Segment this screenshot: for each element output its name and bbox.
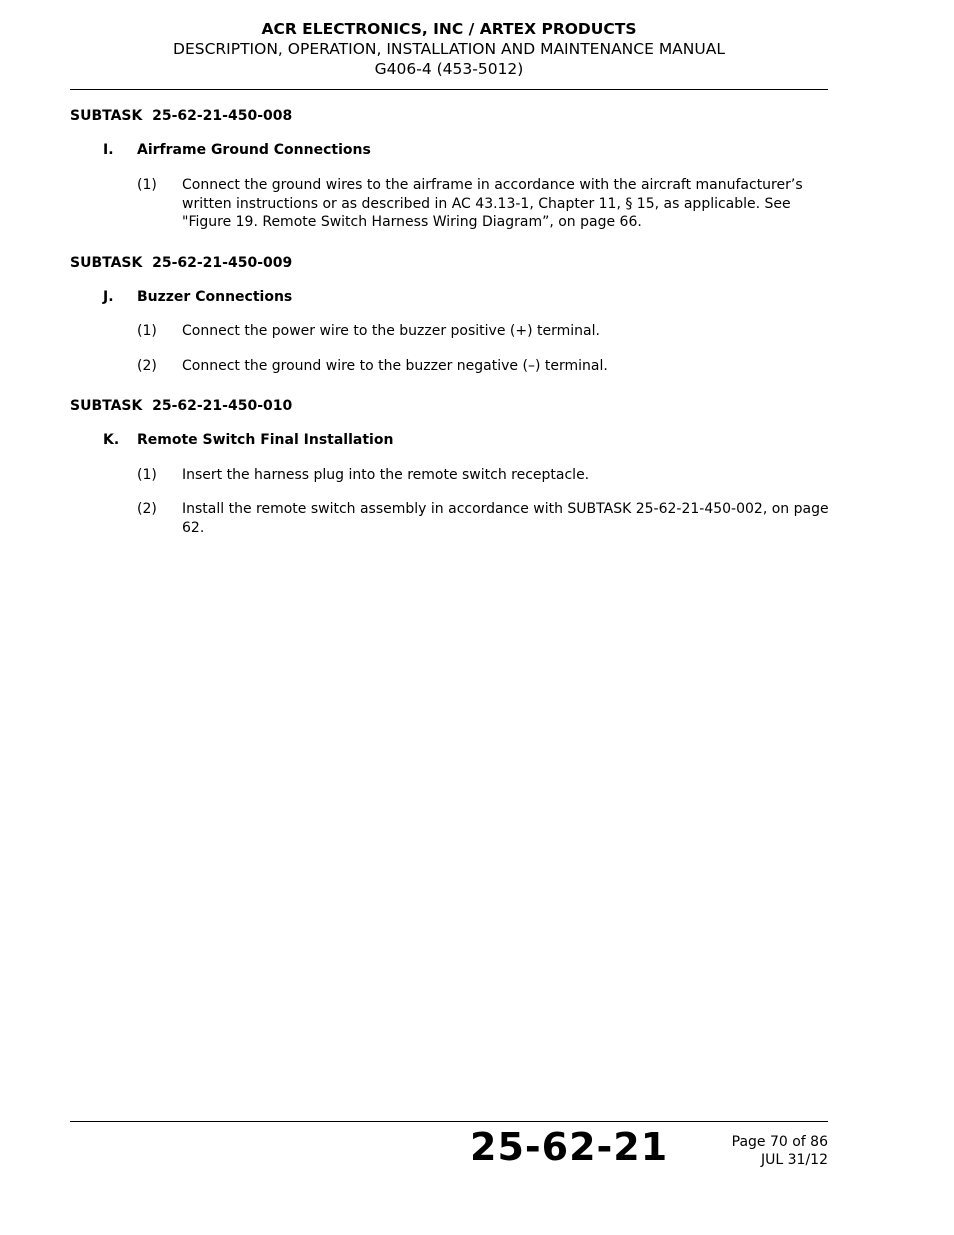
section-letter: K. (103, 432, 120, 448)
company-name: ACR ELECTRONICS, INC / ARTEX PRODUCTS (261, 20, 637, 38)
step-text: Connect the power wire to the buzzer positive (+) terminal. (182, 323, 600, 339)
step-number: (1) (137, 177, 157, 193)
manual-title: DESCRIPTION, OPERATION, INSTALLATION AND MAINTENANCE MANUAL (173, 40, 725, 58)
section-letter: J. (103, 289, 114, 305)
subtask-heading: SUBTASK 25-62-21-450-008 (70, 108, 293, 124)
step-text: Connect the ground wires to the airframe in accordance with the aircraft manufacturer’s written instructions or as described in AC 43.13-1, Chapter 11, § 15, as applicable. See "Figure 19. Remote Switch Harness Wiring Diagram”, on page 66. (182, 177, 803, 230)
subtask-heading: SUBTASK 25-62-21-450-009 (70, 255, 293, 271)
revision-date: JUL 31/12 (761, 1152, 828, 1168)
document-header (70, 19, 828, 79)
page-info (732, 1133, 828, 1169)
step-text: Connect the ground wire to the buzzer negative (–) terminal. (182, 358, 608, 374)
step-text: Insert the harness plug into the remote switch receptacle. (182, 467, 590, 483)
header-divider (70, 89, 828, 90)
footer-divider (70, 1121, 828, 1122)
step-number: (2) (137, 358, 157, 374)
step-number: (2) (137, 501, 157, 517)
section-title: Buzzer Connections (137, 289, 293, 305)
step-number: (1) (137, 467, 157, 483)
step-text: Install the remote switch assembly in accordance with SUBTASK 25-62-21-450-002, on page 62. (182, 501, 829, 536)
chapter-code: 25-62-21 (470, 1125, 669, 1169)
page-number: Page 70 of 86 (731, 1134, 828, 1150)
section-title: Airframe Ground Connections (137, 142, 371, 158)
subtask-heading: SUBTASK 25-62-21-450-010 (70, 398, 293, 414)
section-title: Remote Switch Final Installation (137, 432, 394, 448)
section-letter: I. (103, 142, 114, 158)
model-number: G406-4 (453-5012) (374, 60, 524, 78)
step-number: (1) (137, 323, 157, 339)
